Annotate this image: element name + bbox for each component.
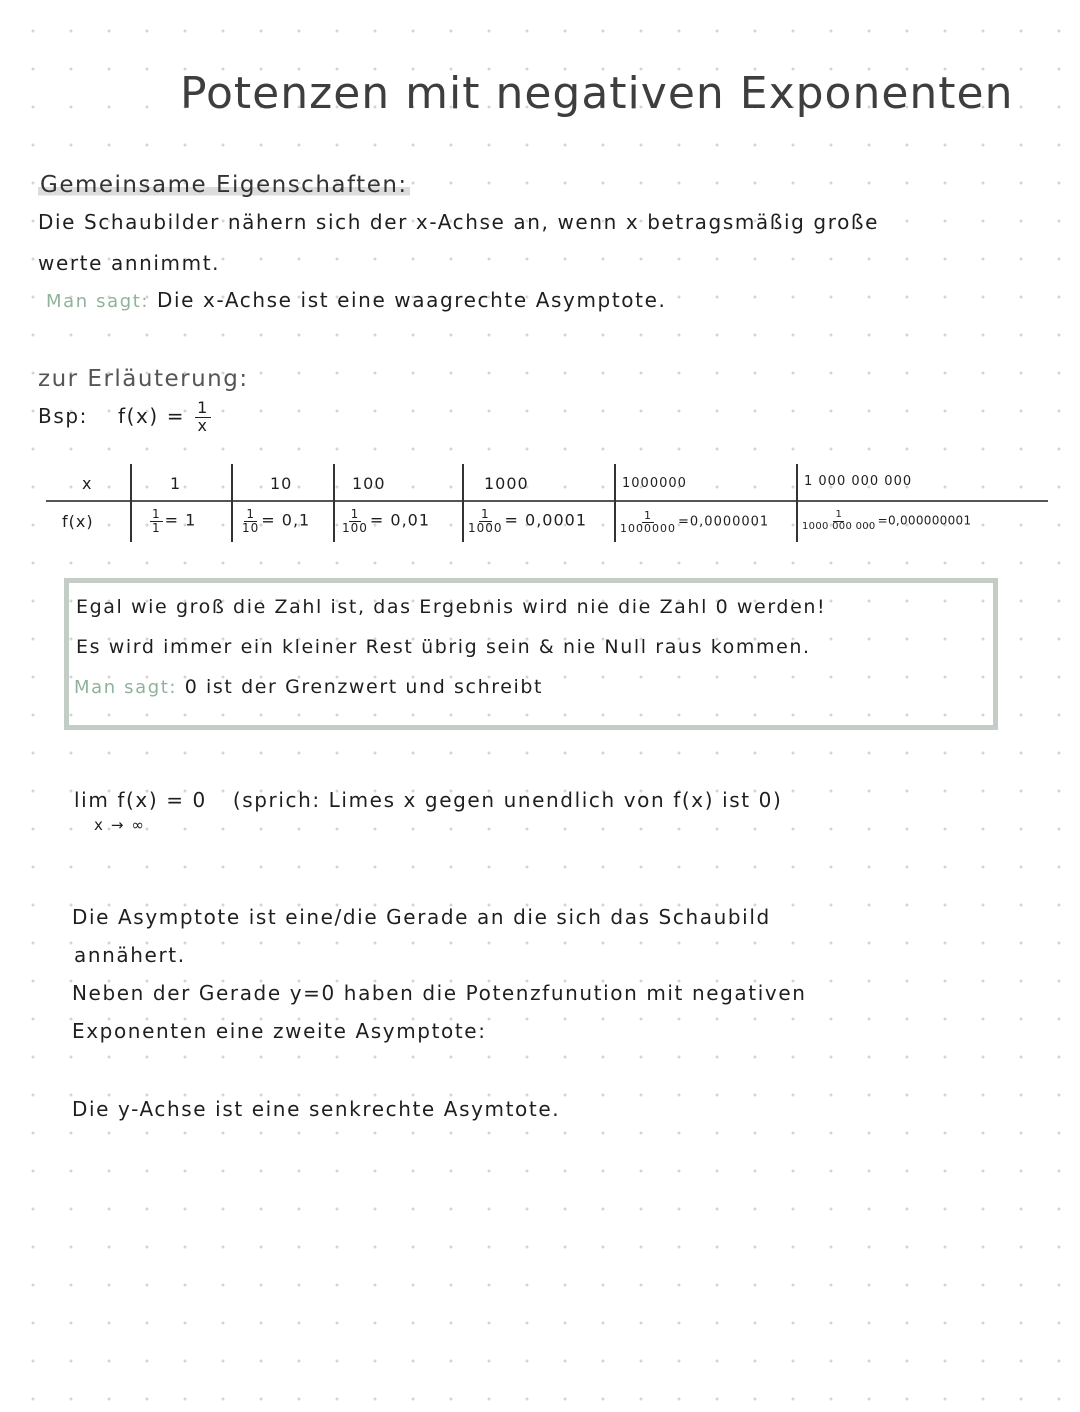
fraction-denominator: 1	[152, 520, 161, 535]
fraction-numerator: 1	[480, 507, 490, 521]
fraction-denominator: x	[197, 415, 209, 435]
table-cell-x: 100	[352, 474, 386, 493]
heading-erlaeuterung: zur Erläuterung:	[38, 366, 249, 392]
table-cell-x: 10	[270, 474, 293, 493]
example-line	[38, 400, 213, 435]
fraction-numerator: 1	[644, 509, 652, 522]
table-column-line	[231, 464, 233, 542]
text-line: Neben der Gerade y=0 haben die Potenzfunution mit negativen	[72, 981, 807, 1005]
table-column-line	[130, 464, 132, 542]
box-line: Es wird immer ein kleiner Rest übrig sein & nie Null raus kommen.	[76, 636, 811, 658]
text-line: Die Asymptote ist eine/die Gerade an die sich das Schaubild	[72, 905, 771, 929]
text-line: annähert.	[74, 943, 186, 967]
limit-line	[74, 788, 782, 812]
example-label: Bsp:	[38, 403, 88, 428]
function-fraction	[195, 400, 211, 435]
fraction-result: =0,0000001	[678, 514, 770, 530]
fraction-numerator: 1	[152, 507, 161, 521]
row-label-fx: f(x)	[62, 512, 94, 531]
heading-gemeinsame-eigenschaften	[38, 172, 410, 198]
table-cell-fx	[800, 510, 971, 532]
table-cell-fx	[618, 510, 769, 534]
fraction-numerator: 1	[835, 509, 843, 520]
box-line: Egal wie groß die Zahl ist, das Ergebnis wird nie die Zahl 0 werden!	[76, 596, 827, 618]
note-label: Man sagt:	[74, 677, 178, 698]
fraction-denominator: 10	[242, 520, 260, 535]
fraction-numerator: 1	[246, 507, 255, 521]
function-lhs: f(x) =	[117, 403, 186, 428]
table-column-line	[614, 464, 616, 542]
fraction-result: =0,000000001	[877, 513, 972, 528]
text-line: Exponenten eine zweite Asymptote:	[72, 1019, 487, 1043]
limit-expression: lim f(x) = 0	[74, 788, 207, 812]
limit-subscript: x → ∞	[94, 816, 146, 834]
fraction-result: = 0,1	[261, 510, 311, 530]
row-label-x: x	[82, 474, 93, 493]
table-cell-fx	[240, 508, 310, 534]
table-cell-x: 1	[170, 474, 182, 493]
fraction-denominator: 100	[342, 520, 368, 535]
table-cell-x: 1 000 000 000	[804, 474, 913, 489]
box-note-line	[74, 676, 543, 698]
fraction-result: = 0,0001	[504, 510, 588, 530]
table-divider	[46, 500, 1048, 502]
table-cell-fx	[340, 508, 430, 534]
table-column-line	[462, 464, 464, 542]
note-label: Man sagt:	[46, 291, 150, 312]
note-text: Die x-Achse ist eine waagrechte Asymptote.	[157, 288, 667, 312]
fraction-numerator: 1	[350, 507, 360, 521]
limit-explanation: (sprich: Limes x gegen unendlich von f(x) ist 0)	[232, 788, 783, 812]
table-cell-x: 1000	[484, 474, 529, 493]
fraction-denominator: 1000000	[620, 521, 676, 535]
table-column-line	[796, 464, 798, 542]
table-cell-fx	[466, 508, 587, 534]
page-title: Potenzen mit negativen Exponenten	[180, 68, 1014, 119]
heading-text: Gemeinsame Eigenschaften:	[40, 172, 408, 198]
fraction-result: = 0,01	[369, 510, 431, 530]
text-line: werte annimmt.	[38, 251, 221, 275]
text-line: Die Schaubilder nähern sich der x-Achse an, wenn x betragsmäßig große	[38, 210, 880, 234]
note-text: 0 ist der Grenzwert und schreibt	[184, 676, 544, 698]
table-cell-x: 1000000	[622, 476, 687, 491]
fraction-denominator: 1000	[468, 520, 503, 535]
fraction-result: = 1	[164, 510, 197, 530]
note-line	[46, 288, 666, 312]
text-line: Die y-Achse ist eine senkrechte Asymtote.	[72, 1097, 561, 1121]
fraction-numerator: 1	[197, 398, 209, 417]
fraction-denominator: 1000 000 000	[802, 520, 876, 532]
table-cell-fx	[148, 508, 196, 534]
table-column-line	[333, 464, 335, 542]
